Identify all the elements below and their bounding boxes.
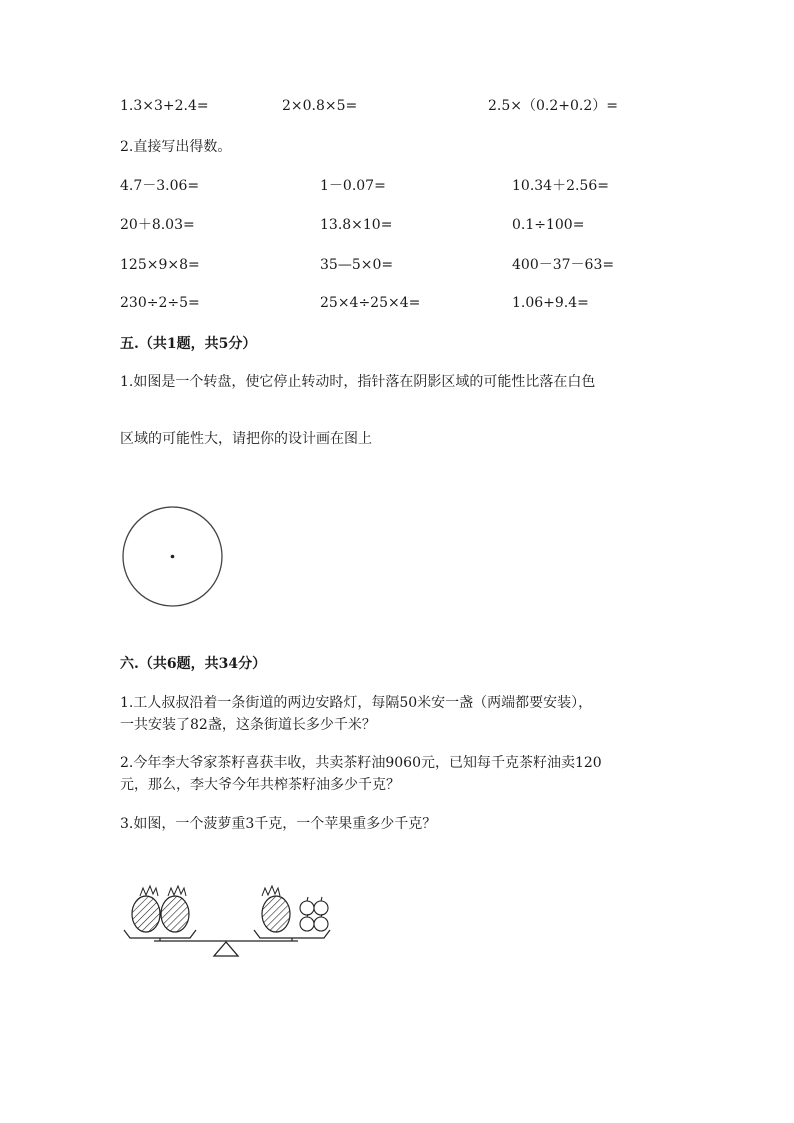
expr-row0-col2: 2×0.8×5= [282,98,358,114]
pineapple-icon [161,886,189,932]
expr-r3c3: 400－37－63= [512,257,615,273]
expr-r1c3: 10.34＋2.56= [512,178,609,194]
expr-r2c3: 0.1÷100= [512,217,585,233]
expr-row0-col1: 1.3×3+2.4= [120,98,209,114]
apple-icon [300,897,328,931]
expr-row0-col3: 2.5×（0.2+0.2）= [488,98,618,114]
sec6-q1-line1: 1.工人叔叔沿着一条街道的两边安路灯，每隔50米安一盏（两端都要安装）， [120,695,593,711]
sec6-q2-line2: 元，那么，李大爷今年共榨茶籽油多少千克？ [120,777,400,793]
balance-scale-figure [118,884,338,960]
sec6-q2-line1: 2.今年李大爷家茶籽喜获丰收，共卖茶籽油9060元，已知每千克茶籽油卖120 [120,755,602,771]
expr-r4c2: 25×4÷25×4= [320,295,421,311]
expr-r3c2: 35—5×0= [320,257,394,273]
expr-r4c1: 230÷2÷5= [120,295,200,311]
sec6-q3-line1: 3.如图，一个菠萝重3千克，一个苹果重多少千克？ [120,816,437,832]
expr-r1c1: 4.7－3.06= [120,178,200,194]
expr-r2c2: 13.8×10= [320,217,393,233]
question-title: 2.直接写出得数。 [120,139,232,155]
expr-r3c1: 125×9×8= [120,257,200,273]
expr-r4c3: 1.06+9.4= [512,295,589,311]
sec6-q1-line2: 一共安装了82盏，这条街道长多少千米？ [120,717,376,733]
section5-heading: 五.（共1题，共5分） [120,336,257,352]
pineapple-icon [262,886,290,932]
sec5-q1-line1: 1.如图是一个转盘，使它停止转动时，指针落在阴影区域的可能性比落在白色 [120,374,596,390]
pineapple-icon [132,886,160,932]
expr-r1c2: 1－0.07= [320,178,386,194]
section6-heading: 六.（共6题，共34分） [120,656,267,672]
spinner-circle-figure [118,505,228,611]
expr-r2c1: 20＋8.03= [120,217,195,233]
sec5-q1-line2: 区域的可能性大，请把你的设计画在图上 [120,431,372,447]
